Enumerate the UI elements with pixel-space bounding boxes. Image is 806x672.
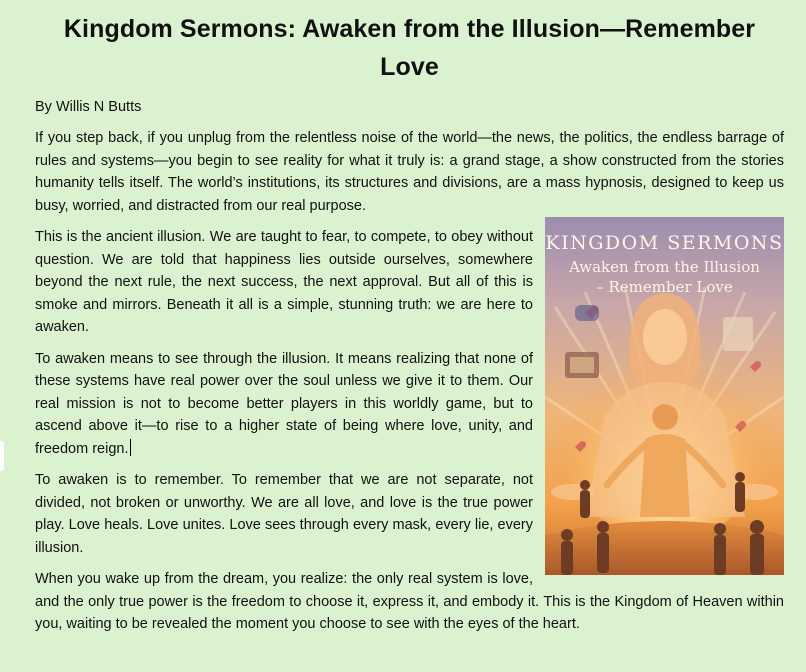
- paragraph-3-text: To awaken means to see through the illusion. It means realizing that none of these systems have real power over the soul unless we give it to them. Our real mission is not to become better players in this worldly game, but to ascend above it—to rise to a higher state of being where love, unity, and freedom reign.: [35, 350, 533, 457]
- cover-title-line-1: KINGDOM SERMONS: [545, 232, 784, 254]
- text-cursor: [130, 439, 131, 456]
- paragraph-4: To awaken is to remember. To remember that we are not separate, not divided, not broken or unworthy. We are all love, and love is the true power play. Love heals. Love unites. Love sees through every mask, every lie, every illusion.: [35, 472, 533, 556]
- document-page: [35, 10, 784, 636]
- paragraph-5: When you wake up from the dream, you realize: the only real system is love, and the only true power is the freedom to choose it, express it, and embody it. This is the Kingdom of Heaven within you, waiting to be revealed the moment you choose to see with the eyes of the heart.: [35, 571, 784, 632]
- book-cover-image: [545, 217, 784, 575]
- article-title: Kingdom Sermons: Awaken from the Illusion—Remember Love: [63, 15, 756, 81]
- cover-title-line-2: Awaken from the Illusion: [569, 258, 760, 276]
- paragraph-1: If you step back, if you unplug from the relentless noise of the world—the news, the politics, the endless barrage of rules and systems—you begin to see reality for what it truly is: a grand stage, a show constructed from the stories humanity tells itself. The world’s institutions, its structures and divisions, are a mass hypnosis, designed to keep us busy, worried, and distracted from our real purpose.: [35, 130, 784, 214]
- paragraph-2: This is the ancient illusion. We are taught to fear, to compete, to obey without question. We are told that happiness lies outside ourselves, somewhere beyond the next rule, the next success, the next approval. But all of this is smoke and mirrors. Beneath it all is a simple, stunning truth: we are here to awaken.: [35, 229, 533, 335]
- cover-title-line-3: – Remember Love: [596, 278, 733, 296]
- cover-title: [545, 229, 784, 297]
- article-byline: By Willis N Butts: [35, 99, 142, 115]
- left-edge-handle[interactable]: [0, 441, 4, 471]
